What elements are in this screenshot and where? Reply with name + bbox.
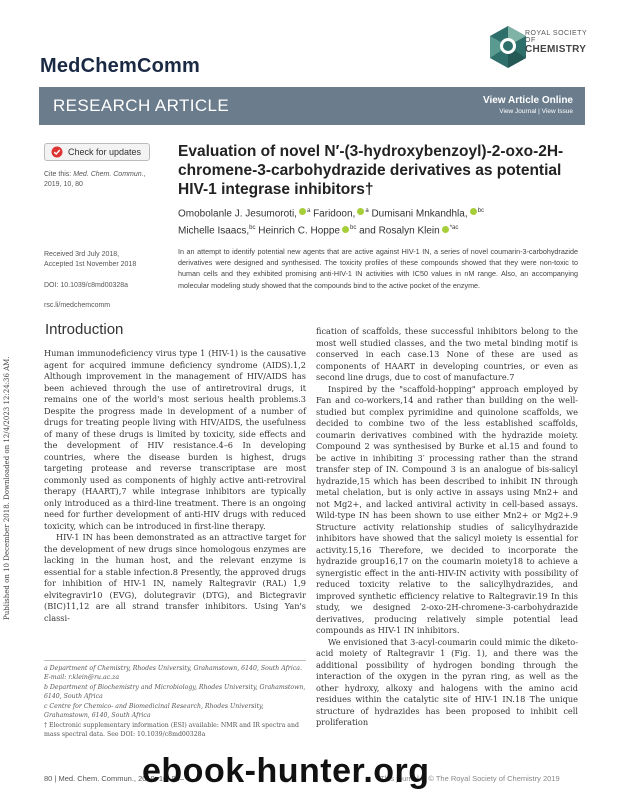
footnote-affiliation-c: c Centre for Chemico- and Biomedicinal Research, Rhodes University, Grahamstown, 6140, South Africa xyxy=(44,703,264,719)
check-updates-icon xyxy=(51,146,63,158)
rsc-logo-text xyxy=(525,30,587,55)
cite-ref: 2019, 10, 80 xyxy=(44,181,83,188)
paragraph: We envisioned that 3-acyl-coumarin could mimic the diketo-acid moiety of Raltegravir 1 (Fig. 1), and there was the additional possibility of hydrogen bonding through the interaction of the oxygen in the pyran ring, as well as the other hydroxy, alkoxy and halogens with the amino acid residues within the catalytic site of HIV-1 IN.18 The unique structure of hydrazides has been proposed to inhibit cell proliferation xyxy=(316,636,578,727)
logo-line-2: OF xyxy=(525,37,536,44)
article-type-label: RESEARCH ARTICLE xyxy=(53,96,230,115)
paragraph: HIV-1 IN has been demonstrated as an attractive target for the development of new drugs since homologous enzymes are lacking in the human host, and the relevant enzyme is essential for a stable infection.8 Presently, the approved drugs for inhibition of HIV-1 IN, namely Raltegravir (RAL) 1,9 elvitegravir10 (EVG), dolutegravir (DTG), and Bictegravir (BIC)11,12 are all strand transfer inhibitors. Using Yan's classi- xyxy=(44,532,306,623)
author-2[interactable]: Faridoon, xyxy=(313,208,356,220)
banner-links xyxy=(483,95,573,115)
footnote-divider xyxy=(44,660,306,661)
author-5[interactable]: Heinrich C. Hoppe xyxy=(258,225,340,237)
author-1[interactable]: Omobolanle J. Jesumoroti, xyxy=(178,208,297,220)
orcid-icon[interactable] xyxy=(357,208,364,215)
paragraph: Human immunodeficiency virus type 1 (HIV-1) is the causative agent for acquired immune deficiency syndrome (AIDS).1,2 Although improvement in the management of HIV/AIDS has been achieved through the use of antiretroviral drugs, it remains one of the world's most serious health problems.3 Despite the progress made in development of a number of drugs for treating people living with HIV/AIDS, the usefulness of many of these drugs is limited by toxicity, side effects and the development of HIV resistance.4–6 In developing countries, where the disease burden is highest, drugs targeting protease and reverse transcriptase are most commonly used as components of highly active anti-retroviral therapy (HAART),7 while integrase inhibitors are typically only introduced as a third-line treatment. There is an ongoing need for further development of anti-HIV drugs with reduced toxicity, which can be introduced in first-line therapy. xyxy=(44,348,306,531)
check-for-updates-button[interactable] xyxy=(44,143,150,161)
citation-info xyxy=(44,170,146,190)
rsc-logo-icon xyxy=(488,24,528,70)
received-dates xyxy=(44,250,136,270)
author-3[interactable]: Dumisani Mnkandhla, xyxy=(371,208,468,220)
journal-url[interactable]: rsc.li/medchemcomm xyxy=(44,302,111,309)
orcid-icon[interactable] xyxy=(299,208,306,215)
journal-issue-links[interactable]: View Journal | View Issue xyxy=(499,108,573,115)
logo-line-3: CHEMISTRY xyxy=(525,44,587,55)
publication-sidebar-text: Published on 10 December 2018. Downloaded on 12/4/2023 12:24:36 AM. xyxy=(3,356,11,620)
author-6[interactable]: and Rosalyn Klein xyxy=(359,225,440,237)
cite-label: Cite this: xyxy=(44,171,72,178)
logo-line-1: ROYAL SOCIETY xyxy=(525,30,588,37)
body-column-left xyxy=(44,348,306,624)
author-4[interactable]: Michelle Isaacs, xyxy=(178,225,250,237)
cite-journal: Med. Chem. Commun., xyxy=(73,171,146,178)
accepted-date: Accepted 1st November 2018 xyxy=(44,261,137,268)
doi[interactable]: DOI: 10.1039/c8md00328a xyxy=(44,282,129,289)
orcid-icon[interactable] xyxy=(342,226,349,233)
article-title: Evaluation of novel N′-(3-hydroxybenzoyl)-2-oxo-2H-chromene-3-carbohydrazide derivatives as potential HIV-1 integrase inhibitors† xyxy=(178,143,564,198)
article-type-banner xyxy=(39,87,585,125)
received-date: Received 3rd July 2018, xyxy=(44,251,120,258)
page-footer-left: 80 | Med. Chem. Commun., 2019, 10, 80– xyxy=(44,774,184,783)
footnote-esi: † Electronic supplementary information (ESI) available: NMR and IR spectra and mass spectral data. See DOI: 10.1039/c8md00328a xyxy=(44,722,299,738)
page-footer-right: This journal is © The Royal Society of Chemistry 2019 xyxy=(380,774,560,783)
paragraph: fication of scaffolds, these successful inhibitors belong to the most well studied classes, and the two metal binding motif is conserved in each case.13 None of these are used as components of HAART in developing countries, or even as second line drugs, due to cost of manufacture.7 xyxy=(316,326,578,382)
orcid-icon[interactable] xyxy=(470,208,477,215)
view-article-online-link[interactable]: View Article Online xyxy=(482,95,573,106)
watermark: ebook-hunter.org xyxy=(142,752,430,790)
footnote-affiliation-a: a Department of Chemistry, Rhodes University, Grahamstown, 6140, South Africa. E-mail: r.klein@ru.ac.za xyxy=(44,665,302,681)
body-column-right xyxy=(316,326,578,729)
footnote-affiliation-b: b Department of Biochemistry and Microbiology, Rhodes University, Grahamstown, 6140, South Africa xyxy=(44,684,306,700)
author-list: Omobolanle J. Jesumoroti, $^a$ Faridoon, $^a$ Dumisani Mnkandhla, $^{bc}$ Michelle Isaacs,$^{bc}$ Heinrich C. Hoppe $^{bc}$ and Rosalyn Klein $^{*ac}$ xyxy=(178,208,484,237)
orcid-icon[interactable] xyxy=(442,226,449,233)
check-for-updates-label: Check for updates xyxy=(68,147,142,157)
footnotes xyxy=(44,665,306,741)
paragraph: Inspired by the "scaffold-hopping" approach employed by Fan and co-workers,14 and rather than building on the well-studied but complex pyrimidine and quinolone scaffolds, we decided to combine two of the less established scaffolds, coumarin derivatives combined with the hydrazide moiety. Compound 2 was synthesised by Burke et al.15 and found to be active in inhibiting 3′ processing rather than the strand transfer step of IN. Compound 3 is an analogue of bis-salicyl hydrazide,15 which has been described to inhibit IN through metal chelation, but is only active in assays using Mn2+ and not Mg2+, and lacked antiviral activity in cell-based assays. Wild-type IN has been shown to use either Mn2+ or Mg2+.9 Structure activity relationship studies of salicylhydrazide inhibitors have showed that the salicyl moiety is essential for activity.15,16 Therefore, we decided to incorporate the hydrazide group16,17 on the coumarin moiety18 to achieve a synergistic effect in the anti-HIV-IN activity with possibility of reduced toxicity relative to the salicylhydrazides, and improved synthetic efficiency relative to Raltegravir.19 In this study, we designed 2-oxo-2H-chromene-3-carbohydrazide derivatives, producing relatively simple potential lead compounds as HIV-1 IN inhibitors. xyxy=(316,383,578,635)
journal-name[interactable]: MedChemComm xyxy=(40,55,200,77)
abstract: In an attempt to identify potential new agents that are active against HIV-1 IN, a series of novel coumarin-3-carbohydrazide derivatives were designed and synthesised. The toxicity profiles of these compounds showed that they were non-toxic to human cells and they exhibited promising anti-HIV-1 IN activities with IC50 values in nM range. Also, an accompanying molecular modeling study showed that the compounds bind to the active pocket of the enzyme. xyxy=(178,247,578,290)
section-heading-introduction: Introduction xyxy=(45,321,124,338)
